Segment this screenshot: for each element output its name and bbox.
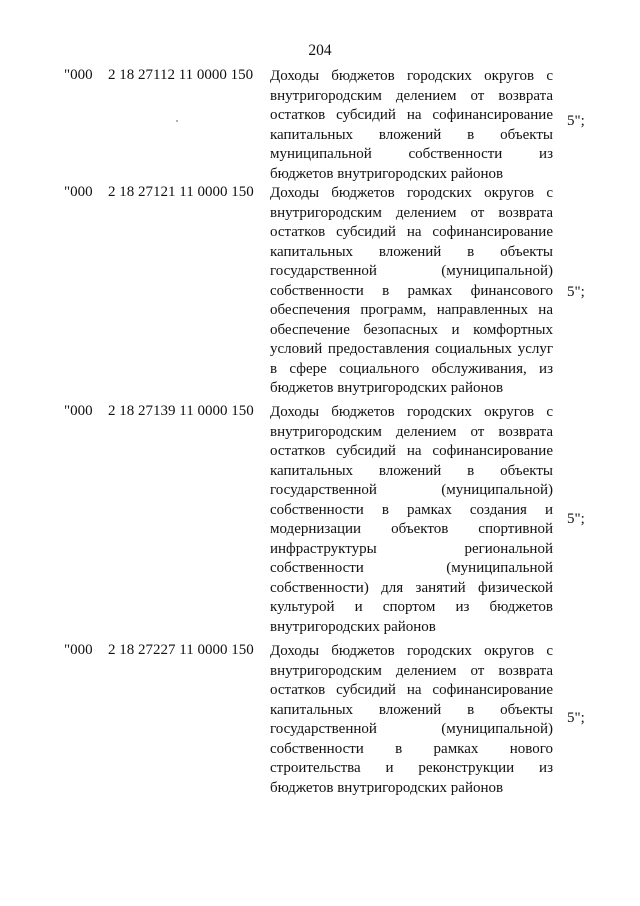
description-line: Доходы бюджетов городских округов с	[270, 404, 553, 420]
scan-speck	[176, 120, 178, 122]
description-line: Доходы бюджетов городских округов с	[270, 643, 553, 659]
description-line: культурой и спортом из бюджетов	[270, 599, 553, 615]
description-line: модернизации объектов спортивной	[270, 521, 553, 537]
rate-value: 5";	[567, 284, 585, 300]
entry-description	[270, 67, 553, 184]
budget-code: 2 18 27227 11 0000 150	[108, 642, 254, 658]
description-line: остатков субсидий на софинансирование	[270, 224, 553, 240]
description-line: внутригородским делением от возврата	[270, 87, 553, 104]
code-prefix: "000	[64, 642, 93, 658]
description-line: остатков субсидий на софинансирование	[270, 443, 553, 459]
description-line: государственной (муниципальной)	[270, 263, 553, 279]
description-line: Доходы бюджетов городских округов с	[270, 185, 553, 201]
rate-value: 5";	[567, 710, 585, 726]
description-line: собственности в рамках нового	[270, 740, 553, 757]
description-line: капитальных вложений в объекты	[270, 126, 553, 143]
description-line: инфраструктуры региональной	[270, 540, 553, 557]
rate-value: 5";	[567, 511, 585, 527]
rate-value: 5";	[567, 113, 585, 129]
description-line: обеспечения программ, направленных на	[270, 302, 553, 318]
description-line: государственной (муниципальной)	[270, 482, 553, 498]
description-line: собственности (муниципальной	[270, 560, 553, 576]
description-line: капитальных вложений в объекты	[270, 243, 553, 260]
description-line: бюджетов внутригородских районов	[270, 380, 504, 396]
description-line: собственности) для занятий физической	[270, 579, 553, 596]
description-line: обеспечение безопасных и комфортных	[270, 321, 553, 338]
code-prefix: "000	[64, 184, 93, 200]
description-line: в сфере социального обслуживания, из	[270, 360, 553, 377]
budget-code: 2 18 27121 11 0000 150	[108, 184, 254, 200]
entry-description	[270, 642, 553, 798]
description-line: собственности в рамках создания и	[270, 501, 553, 518]
description-line: собственности в рамках финансового	[270, 282, 553, 299]
description-line: остатков субсидий на софинансирование	[270, 682, 553, 698]
description-line: условий предоставления социальных услуг	[270, 341, 553, 357]
page-number: 204	[308, 42, 332, 59]
budget-code: 2 18 27139 11 0000 150	[108, 403, 254, 419]
description-line: капитальных вложений в объекты	[270, 701, 553, 718]
code-prefix: "000	[64, 67, 93, 83]
description-line: внутригородским делением от возврата	[270, 204, 553, 221]
description-line: муниципальной собственности из	[270, 146, 553, 162]
description-line: строительства и реконструкции из	[270, 760, 553, 776]
description-line: внутригородским делением от возврата	[270, 423, 553, 440]
description-line: капитальных вложений в объекты	[270, 462, 553, 479]
description-line: остатков субсидий на софинансирование	[270, 107, 553, 123]
description-line: внутригородских районов	[270, 618, 436, 635]
code-prefix: "000	[64, 403, 93, 419]
description-line: бюджетов внутригородских районов	[270, 165, 504, 182]
entry-description	[270, 403, 553, 637]
description-line: внутригородским делением от возврата	[270, 662, 553, 679]
budget-code: 2 18 27112 11 0000 150	[108, 67, 254, 83]
entry-description	[270, 184, 553, 399]
description-line: государственной (муниципальной)	[270, 721, 553, 737]
description-line: бюджетов внутригородских районов	[270, 779, 504, 796]
description-line: Доходы бюджетов городских округов с	[270, 68, 553, 84]
